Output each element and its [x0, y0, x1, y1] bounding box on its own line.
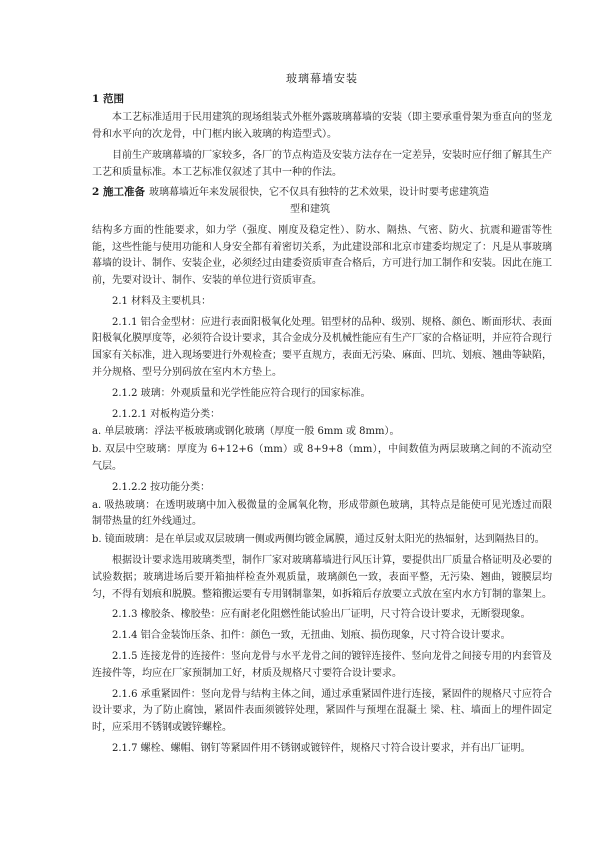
document-title: 玻璃幕墙安装: [286, 72, 358, 85]
material-option: b. 镜面玻璃：是在单层或双层玻璃一侧或两侧均镀金属膜，通过反射太阳光的热辐射，达到隔热目的。: [92, 534, 545, 546]
section-heading-prep-line: [92, 185, 552, 201]
material-option: a. 吸热玻璃：在透明玻璃中加入极微量的金属氧化物，形成带颜色玻璃，其特点是能使可见光透过而限制带热量的红外线通过。: [92, 499, 552, 528]
material-item: 2.1.6 承重紧固件：竖向龙骨与结构主体之间，通过承重紧固件进行连接，紧固件的规格尺寸应符合设计要求，为了防止腐蚀，紧固件表面须镀锌处理，紧固件与预埋在混凝土 梁、柱、墙面上的埋件固定时，应采用不锈钢或镀锌螺栓。: [92, 688, 552, 734]
material-item: 2.1.2 玻璃：外观质量和光学性能应符合现行的国家标准。: [112, 387, 371, 399]
paragraph-continuation: 型和建筑: [290, 203, 330, 215]
material-option: b. 双层中空玻璃：厚度为 6+12+6（mm）或 8+9+8（mm），中间数值为两层玻璃之间的不流动空气层。: [92, 444, 552, 473]
material-item: 2.1.7 螺栓、螺帽、钢钉等紧固件用不锈钢或镀锌件，规格尺寸符合设计要求，并有出厂证明。: [112, 743, 531, 755]
material-subitem: 2.1.2.1 对板构造分类：: [112, 408, 221, 420]
paragraph: 本工艺标准适用于民用建筑的现场组装式外框外露玻璃幕墙的安装（即主要承重骨架为垂直向的竖龙骨和水平向的次龙骨，中门框内嵌入玻璃的构造型式）。: [92, 112, 552, 141]
material-subitem: 2.1.2.2 按功能分类：: [112, 481, 211, 493]
section-heading-scope: 1 范围: [92, 93, 124, 105]
material-option: a. 单层玻璃：浮法平板玻璃或钢化玻璃（厚度一般 6mm 或 8mm）。: [92, 426, 400, 438]
material-item: 2.1.3 橡胶条、橡胶垫：应有耐老化阻燃性能试验出厂证明，尺寸符合设计要求，无断裂现象。: [112, 609, 531, 621]
paragraph-intro: 玻璃幕墙近年来发展很快，它不仅具有独特的艺术效果，设计时要考虑建筑造: [148, 187, 489, 199]
paragraph: 结构多方面的性能要求，如力学（强度、刚度及稳定性）、防水、隔热、气密、防火、抗震和避雷等性能，这些性能与使用功能和人身安全都有着密切关系，为此建设部和北京市建委均规定了：凡是从事玻璃幕墙的设计、制作、安装企业，必须经过由建委资质审查合格后，方可进行加工制作和安装。因此在施工前，先要对设计、制作、安装的单位进行资质审查。: [92, 224, 552, 287]
subsection-heading: 2.1 材料及主要机具：: [112, 295, 212, 307]
section-heading-prep: 2 施工准备: [92, 186, 145, 199]
material-item: 2.1.1 铝合金型材：应进行表面阳极氧化处理。铝型材的品种、级别、规格、颜色、断面形状、表面阳极氧化膜厚度等，必须符合设计要求，其合金成分及机械性能应有生产厂家的合格证明，并应符合现行国家有关标准，进入现场要进行外观检查；要平直规方，表面无污染、麻面、凹坑、划痕、翘曲等缺陷，并分规格、型号分别码放在室内木方垫上。: [92, 316, 552, 379]
paragraph: 目前生产玻璃幕墙的厂家较多，各厂的节点构造及安装方法存在一定差异，安装时应仔细了解其生产工艺和质量标准。本工艺标准仅叙述了其中一种的作法。: [92, 149, 552, 178]
material-item: 2.1.5 连接龙骨的连接件：竖向龙骨与水平龙骨之间的镀锌连接件、竖向龙骨之间接专用的内套管及连接件等，均应在厂家预制加工好，材质及规格尺寸要符合设计要求。: [92, 651, 552, 679]
material-item: 2.1.4 铝合金装饰压条、扣件：颜色一致，无扭曲、划痕、损伤现象，尺寸符合设计要求。: [112, 630, 511, 642]
paragraph: 根据设计要求选用玻璃类型，制作厂家对玻璃幕墙进行风压计算，要提供出厂质量合格证明及必要的试验数据；玻璃进场后要开箱抽样检查外观质量，玻璃颜色一致，表面平整，无污染、翘曲，镀膜层均匀，不得有划痕和脱膜。整箱搬运要有专用钢制靠架，如拆箱后存放要立式放在室内水方钉制的靠架上。: [92, 555, 552, 600]
